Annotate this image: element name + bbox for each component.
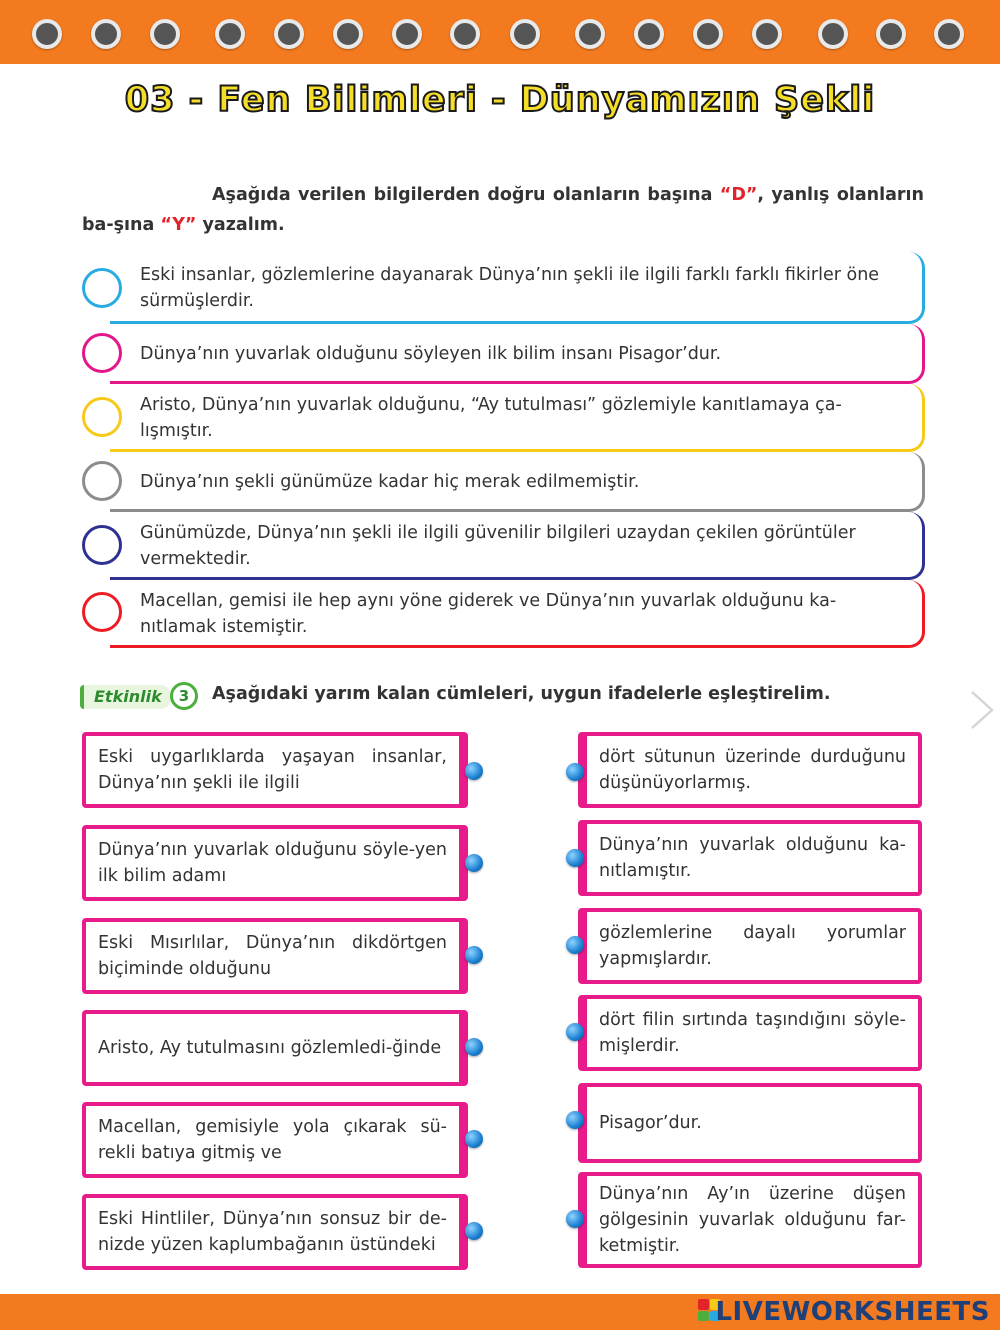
answer-circle[interactable] <box>82 333 122 373</box>
right-match-text: Dünya’nın yuvarlak olduğunu ka-nıtlamıştır. <box>599 835 906 881</box>
answer-circle[interactable] <box>82 397 122 437</box>
binder-ring-icon <box>818 19 848 49</box>
right-match-box <box>578 1083 922 1163</box>
right-match-text: Dünya’nın Ay’ın üzerine düşen gölgesinin yuvarlak olduğunu far-ketmiştir. <box>599 1184 906 1256</box>
binder-ring-icon <box>752 19 782 49</box>
right-match-dot[interactable] <box>566 1210 584 1228</box>
right-match-text: dört sütunun üzerinde durduğunu düşünüyorlarmış. <box>599 747 906 793</box>
right-match-text: dört filin sırtında taşındığını söyle-mişlerdir. <box>599 1010 906 1056</box>
left-match-box <box>82 825 468 901</box>
quote-mark: “ <box>160 215 173 235</box>
quote-mark: ” <box>745 185 758 205</box>
binder-ring-icon <box>876 19 906 49</box>
statement-text: Günümüzde, Dünya’nın şekli ile ilgili güvenilir bilgileri uzaydan çekilen görüntüler vermektedir. <box>140 523 856 569</box>
right-match-box <box>578 820 922 896</box>
left-match-text: Macellan, gemisiyle yola çıkarak sü-rekli batıya gitmiş ve <box>98 1117 447 1163</box>
statement-row <box>80 384 925 452</box>
statement-text: Dünya’nın yuvarlak olduğunu söyleyen ilk bilim insanı Pisagor’dur. <box>140 344 722 364</box>
activity-number: 3 <box>170 682 198 710</box>
instruction-part: Aşağıda verilen bilgilerden doğru olanların başına <box>212 185 720 205</box>
left-match-text: Eski uygarlıklarda yaşayan insanlar, Dünya’nın şekli ile ilgili <box>98 747 447 793</box>
answer-circle[interactable] <box>82 592 122 632</box>
left-match-dot[interactable] <box>465 1130 483 1148</box>
activity-label: Etkinlik <box>80 685 172 709</box>
statement-row <box>80 252 925 324</box>
right-match-dot[interactable] <box>566 849 584 867</box>
binder-ring-icon <box>510 19 540 49</box>
statement-row <box>80 452 925 512</box>
right-match-box <box>578 908 922 984</box>
left-match-box <box>82 1010 468 1086</box>
answer-circle[interactable] <box>82 461 122 501</box>
page-title: 03 - Fen Bilimleri - Dünyamızın Şekli <box>124 80 876 120</box>
binder-ring-icon <box>150 19 180 49</box>
binder-ring-icon <box>934 19 964 49</box>
next-page-arrow-icon[interactable] <box>962 688 998 732</box>
quote-mark: “ <box>719 185 732 205</box>
binder-ring-icon <box>215 19 245 49</box>
binder-ring-icon <box>274 19 304 49</box>
left-match-box <box>82 1194 468 1270</box>
quote-mark: ” <box>184 215 197 235</box>
left-match-text: Aristo, Ay tutulmasını gözlemledi-ğinde <box>98 1038 442 1058</box>
left-match-dot[interactable] <box>465 1222 483 1240</box>
binder-ring-icon <box>634 19 664 49</box>
right-match-box <box>578 995 922 1071</box>
right-match-text: gözlemlerine dayalı yorumlar yapmışlardır. <box>599 923 906 969</box>
left-match-dot[interactable] <box>465 1038 483 1056</box>
statement-text: Dünya’nın şekli günümüze kadar hiç merak edilmemiştir. <box>140 472 640 492</box>
right-match-box <box>578 1172 922 1268</box>
answer-circle[interactable] <box>82 525 122 565</box>
left-match-dot[interactable] <box>465 946 483 964</box>
left-match-dot[interactable] <box>465 854 483 872</box>
binder-ring-icon <box>91 19 121 49</box>
left-match-box <box>82 732 468 808</box>
binder-ring-icon <box>32 19 62 49</box>
left-match-box <box>82 918 468 994</box>
statement-text: Aristo, Dünya’nın yuvarlak olduğunu, “Ay tutulması” gözlemiyle kanıtlamaya ça-lışmıştır. <box>140 395 842 441</box>
instruction-part: , yanlış olanların ba-şına <box>82 185 924 235</box>
right-match-dot[interactable] <box>566 1111 584 1129</box>
left-match-text: Eski Mısırlılar, Dünya’nın dikdörtgen biçiminde olduğunu <box>98 933 447 979</box>
answer-circle[interactable] <box>82 268 122 308</box>
y-letter: Y <box>172 215 185 235</box>
binder-ring-icon <box>693 19 723 49</box>
statement-row <box>80 580 925 648</box>
top-banner <box>0 0 1000 64</box>
binder-ring-icon <box>333 19 363 49</box>
right-match-dot[interactable] <box>566 763 584 781</box>
binder-ring-icon <box>450 19 480 49</box>
right-match-text: Pisagor’dur. <box>599 1113 702 1133</box>
statement-row <box>80 324 925 384</box>
left-match-dot[interactable] <box>465 762 483 780</box>
statement-text: Eski insanlar, gözlemlerine dayanarak Dünya’nın şekli ile ilgili farklı farklı fikirler öne sürmüşlerdir. <box>140 265 880 311</box>
binder-ring-icon <box>392 19 422 49</box>
activity-badge <box>80 682 200 712</box>
d-letter: D <box>731 185 746 205</box>
binder-ring-icon <box>575 19 605 49</box>
statement-text: Macellan, gemisi ile hep aynı yöne giderek ve Dünya’nın yuvarlak olduğunu ka-nıtlamak istemiştir. <box>140 591 837 637</box>
activity-instruction: Aşağıdaki yarım kalan cümleleri, uygun ifadelerle eşleştirelim. <box>212 684 831 704</box>
left-match-text: Dünya’nın yuvarlak olduğunu söyle-yen ilk bilim adamı <box>98 840 447 886</box>
instruction-text <box>82 180 924 240</box>
statement-row <box>80 512 925 580</box>
right-match-box <box>578 732 922 808</box>
right-match-dot[interactable] <box>566 1023 584 1041</box>
liveworksheets-brand: LIVEWORKSHEETS <box>715 1297 990 1327</box>
left-match-text: Eski Hintliler, Dünya’nın sonsuz bir de-nizde yüzen kaplumbağanın üstündeki <box>98 1209 447 1255</box>
left-match-box <box>82 1102 468 1178</box>
right-match-dot[interactable] <box>566 936 584 954</box>
instruction-part: yazalım. <box>196 215 285 235</box>
